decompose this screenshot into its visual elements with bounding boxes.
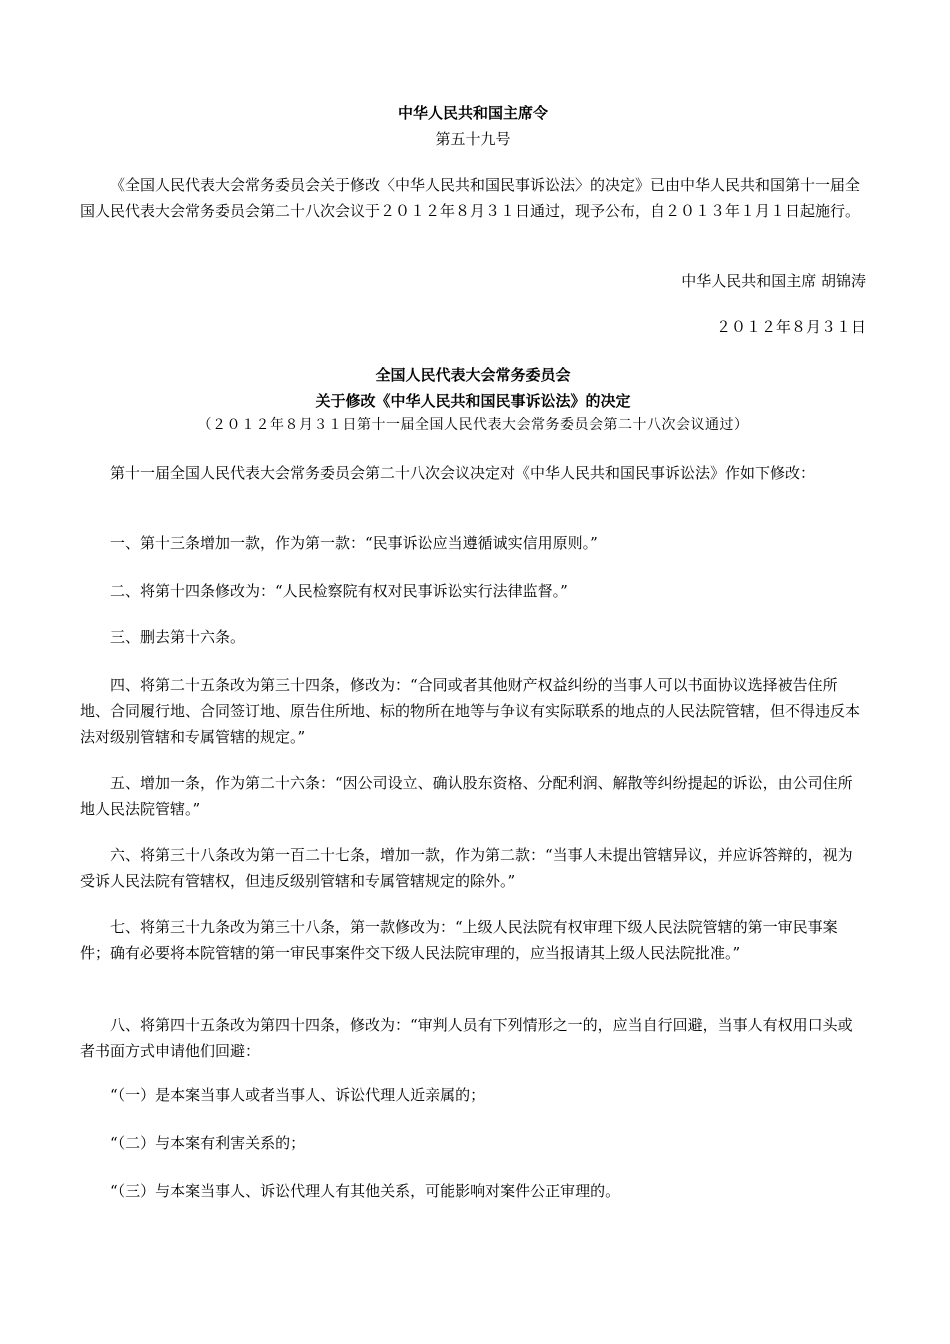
order-date: ２０１２年８月３１日 (715, 318, 866, 336)
amendment-subitem: “（二）与本案有利害关系的； (110, 1134, 306, 1152)
decision-adopted-note: （２０１２年８月３１日第十一届全国人民代表大会常务委员会第二十八次会议通过） (197, 417, 749, 433)
amendment-item: 六、将第三十八条改为第一百二十七条，增加一款，作为第二款：“当事人未提出管辖异议，并应诉答辩的，视为受诉人民法院有管辖权，但违反级别管辖和专属管辖规定的除外。” (80, 846, 853, 890)
amendment-item: 三、删去第十六条。 (110, 628, 246, 646)
decision-intro: 第十一届全国人民代表大会常务委员会第二十八次会议决定对《中华人民共和国民事诉讼法》作如下修改： (110, 464, 816, 482)
amendment-item: 七、将第三十九条改为第三十八条，第一款修改为：“上级人民法院有权审理下级人民法院管辖的第一审民事案件；确有必要将本院管辖的第一审民事案件交下级人民法院审理的，应当报请其上级人民法院批准。” (80, 918, 838, 962)
amendment-subitem: “（三）与本案当事人、诉讼代理人有其他关系，可能影响对案件公正审理的。 (110, 1182, 621, 1200)
order-body: 《全国人民代表大会常务委员会关于修改〈中华人民共和国民事诉讼法〉的决定》已由中华人民共和国第十一届全国人民代表大会常务委员会第二十八次会议于２０１２年８月３１日通过，现予公布，自２０１３年１月１日起施行。 (80, 176, 861, 220)
order-number: 第五十九号 (435, 130, 511, 148)
amendment-item: 一、第十三条增加一款，作为第一款：“民事诉讼应当遵循诚实信用原则。” (110, 534, 598, 552)
amendment-item: 五、增加一条，作为第二十六条：“因公司设立、确认股东资格、分配利润、解散等纠纷提起的诉讼，由公司住所地人民法院管辖。” (80, 774, 853, 818)
amendment-item: 八、将第四十五条改为第四十四条，修改为：“审判人员有下列情形之一的，应当自行回避，当事人有权用口头或者书面方式申请他们回避： (80, 1016, 853, 1060)
order-signature: 中华人民共和国主席 胡锦涛 (681, 272, 866, 290)
amendment-item: 二、将第十四条修改为：“人民检察院有权对民事诉讼实行法律监督。” (110, 582, 568, 600)
amendment-subitem: “（一）是本案当事人或者当事人、诉讼代理人近亲属的； (110, 1086, 486, 1104)
decision-title-line2: 关于修改《中华人民共和国民事诉讼法》的决定 (315, 392, 631, 410)
amendment-item: 四、将第二十五条改为第三十四条，修改为：“合同或者其他财产权益纠纷的当事人可以书面协议选择被告住所地、合同履行地、合同签订地、原告住所地、标的物所在地等与争议有实际联系的地点的人民法院管辖，但不得违反本法对级别管辖和专属管辖的规定。” (80, 676, 861, 746)
order-title: 中华人民共和国主席令 (397, 104, 548, 122)
decision-title-line1: 全国人民代表大会常务委员会 (375, 366, 571, 384)
